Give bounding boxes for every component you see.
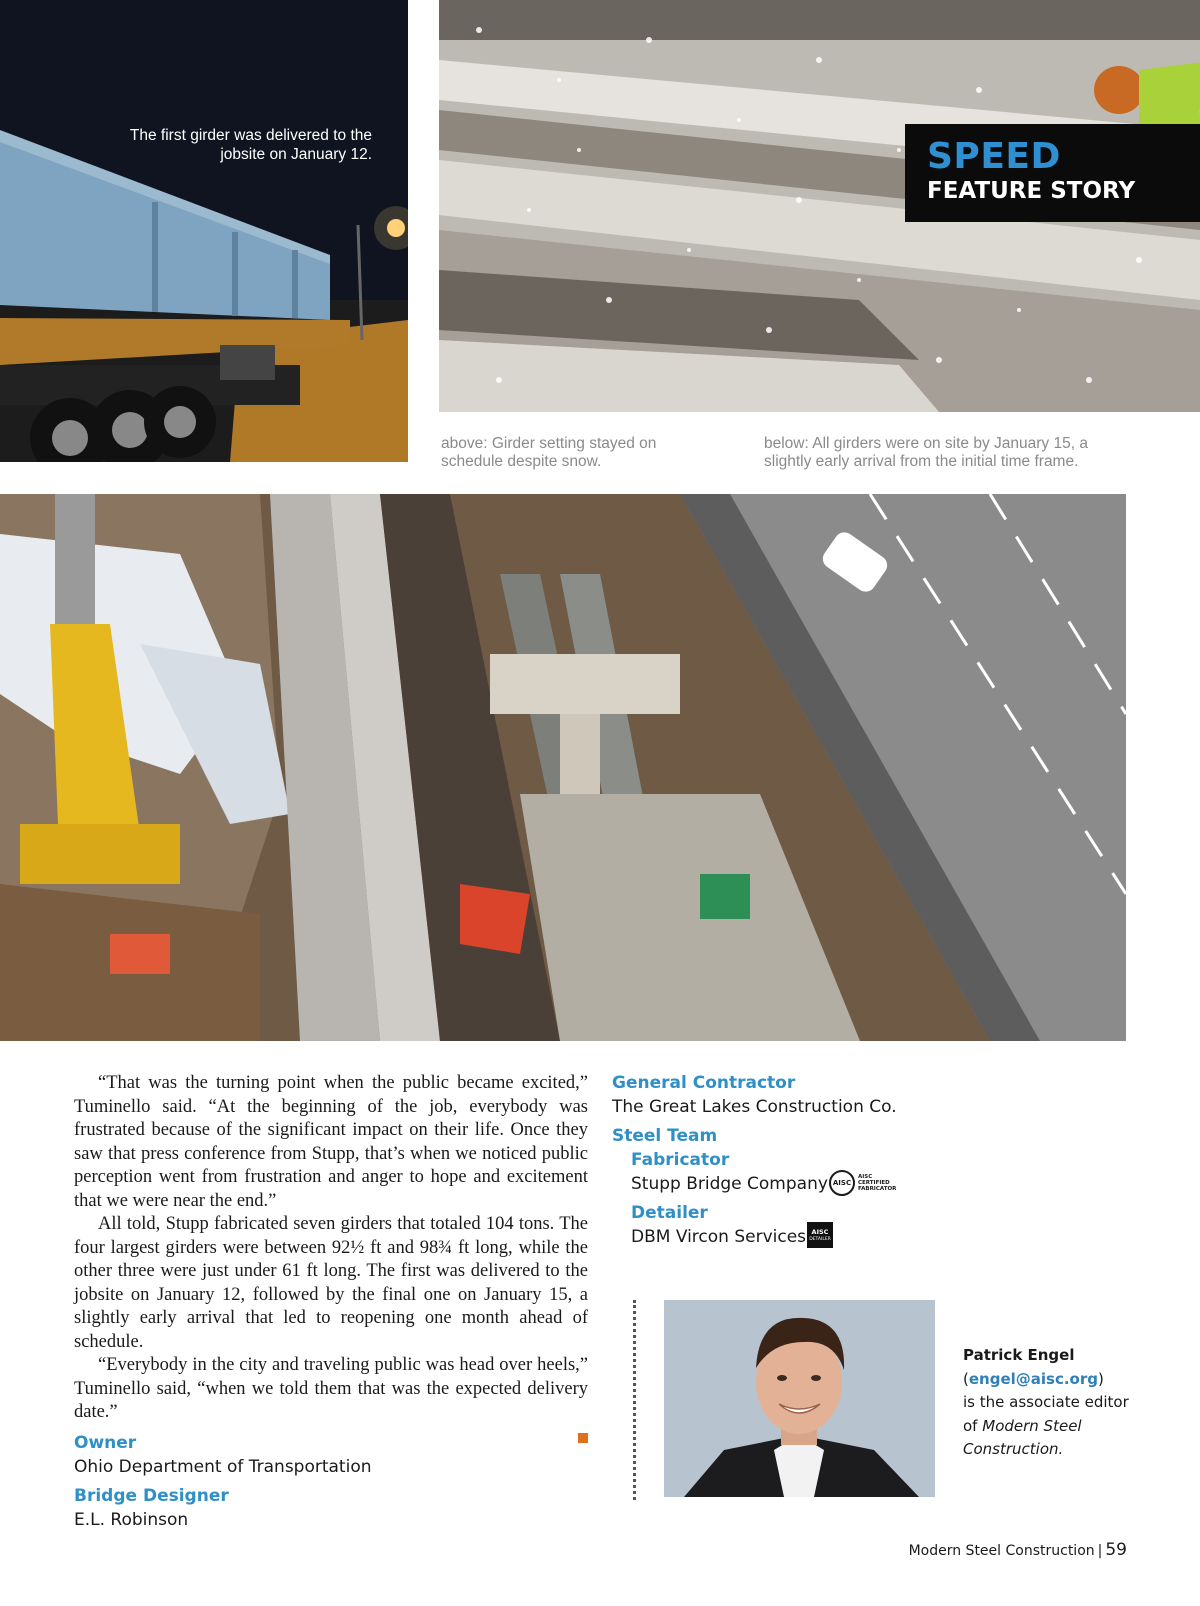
end-of-article-mark: [578, 1433, 588, 1443]
badge-line: AISC: [858, 1174, 873, 1180]
badge-line: CERTIFIED: [858, 1180, 890, 1186]
article-paragraph-text: “Everybody in the city and traveling public was head over heels,” Tuminello said, “when we told them that was the expected delivery date.”: [74, 1355, 588, 1422]
speed-feature-badge: [905, 124, 1200, 222]
caption-below: below: All girders were on site by January 15, a slightly early arrival from the initial time frame.: [764, 435, 1088, 470]
badge-line: FABRICATOR: [858, 1186, 897, 1192]
magazine-name: Modern Steel Construction: [908, 1543, 1095, 1559]
badge-bottom-text: DETAILER: [809, 1237, 831, 1242]
fabricator-label: Fabricator: [631, 1150, 730, 1170]
article-body: [74, 1072, 588, 1443]
steel-team-label: Steel Team: [612, 1126, 718, 1146]
page-number: 59: [1105, 1540, 1127, 1560]
snow-worker-photo: [439, 0, 1200, 412]
badge-top-text: AISC: [811, 1228, 829, 1236]
email-close-paren: ): [1098, 1369, 1104, 1388]
girder-delivery-photo: [0, 0, 408, 462]
author-bio: [963, 1344, 1163, 1462]
fabricator-value: Stupp Bridge Company: [631, 1174, 828, 1194]
bridge-designer-label: Bridge Designer: [74, 1486, 229, 1506]
author-divider: [633, 1300, 636, 1500]
caption-above: above: Girder setting stayed on schedule despite snow.: [441, 435, 657, 470]
email-open-paren: (: [963, 1369, 969, 1388]
general-contractor-value: The Great Lakes Construction Co.: [612, 1097, 897, 1117]
aisc-seal-icon: AISC: [829, 1170, 855, 1196]
aisc-certified-fabricator-badge: [829, 1170, 896, 1196]
page-footer: [909, 1540, 1127, 1560]
author-bio-line: is the associate editor: [963, 1393, 1129, 1411]
author-portrait-photo: [664, 1300, 935, 1497]
author-bio-of: of: [963, 1416, 978, 1435]
aerial-bridge-photo: [0, 494, 1126, 1041]
general-contractor-label: General Contractor: [612, 1073, 796, 1093]
detailer-label: Detailer: [631, 1203, 708, 1223]
aisc-detailer-badge: [807, 1222, 833, 1248]
detailer-value: DBM Vircon Services: [631, 1227, 807, 1247]
footer-separator: |: [1097, 1543, 1103, 1559]
owner-value: Ohio Department of Transportation: [74, 1457, 372, 1477]
girder-photo-caption: The first girder was delivered to the jobsite on January 12.: [129, 127, 372, 163]
author-email-link[interactable]: engel@aisc.org: [968, 1369, 1098, 1388]
feature-story-label: FEATURE STORY: [927, 178, 1136, 204]
owner-label: Owner: [74, 1433, 137, 1453]
speed-label: SPEED: [927, 136, 1061, 177]
bridge-designer-value: E.L. Robinson: [74, 1510, 189, 1530]
author-name: Patrick Engel: [963, 1346, 1075, 1364]
article-paragraph: [74, 1354, 588, 1425]
article-paragraph: “That was the turning point when the public became excited,” Tuminello said. “At the beginning of the job, everybody was frustrated because of the significant impact on their life. Once they saw that press conference from Stupp, that’s when we noticed public perception went from frustration and anger to hope and excitement that we were near the end.”: [74, 1073, 588, 1211]
publication-name: Modern Steel Construction.: [963, 1416, 1082, 1458]
article-paragraph: All told, Stupp fabricated seven girders that totaled 104 tons. The four largest girders were between 92½ ft and 98¾ ft long, while the other three were just under 61 ft long. The first was delivered to the jobsite on January 12, followed by the final one on January 15, a slightly early arrival that led to reopening one month ahead of schedule.: [74, 1214, 588, 1352]
